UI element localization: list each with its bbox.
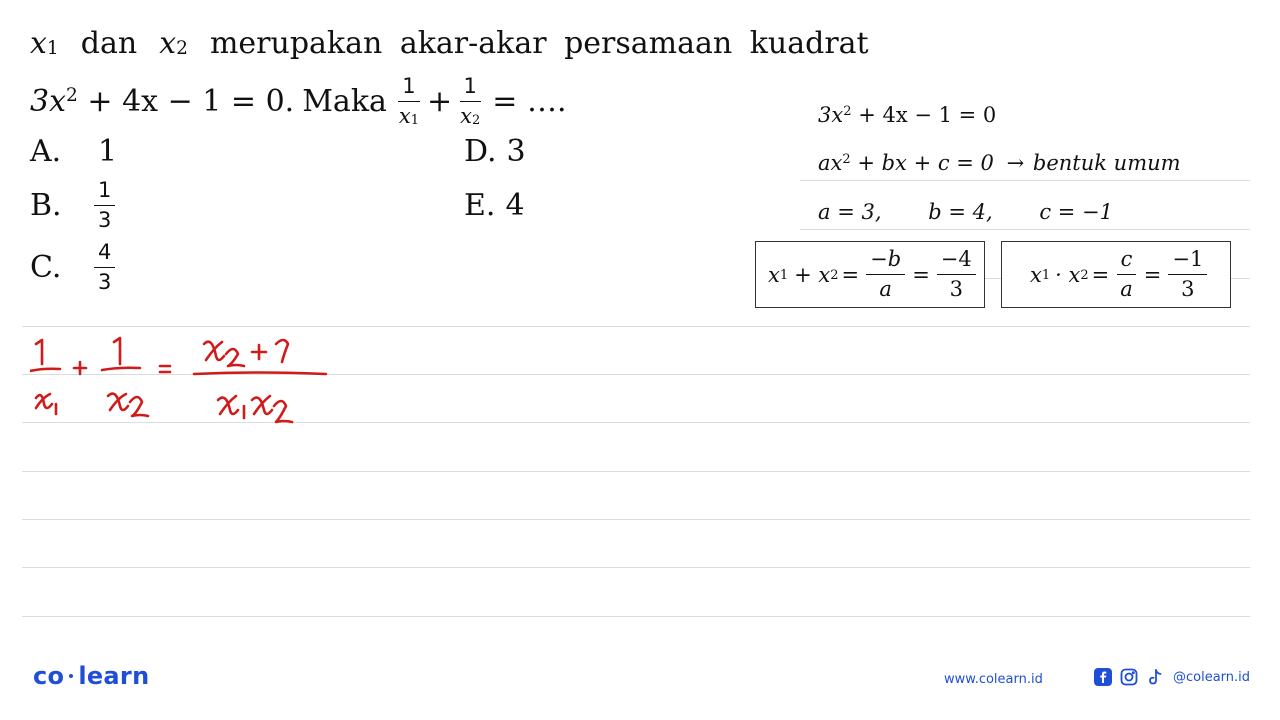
colearn-logo: co learn <box>33 662 150 690</box>
ruled-line <box>22 616 1250 617</box>
facebook-icon[interactable] <box>1093 667 1113 687</box>
question-word-dan: dan <box>80 26 138 61</box>
option-e[interactable]: E. 4 <box>464 188 525 223</box>
question-text: merupakan akar-akar persamaan kuadrat <box>209 26 869 61</box>
solution-general-form: $ax^2$ + bx + c = 0 → bentuk umum <box>818 151 1181 175</box>
fraction-one-over-x2: $\frac{1}{x_2}$ <box>460 74 481 129</box>
instagram-icon[interactable] <box>1119 667 1139 687</box>
ruled-line <box>22 471 1250 472</box>
handwritten-working <box>30 330 330 430</box>
question-line-1 <box>30 26 869 61</box>
option-a[interactable]: A. 1 <box>30 134 118 169</box>
ruled-line <box>800 180 1250 181</box>
solution-coefficients: a = 3, b = 4, c = −1 <box>818 200 1113 224</box>
variable-x2: $x_2$ <box>159 26 188 61</box>
option-c[interactable]: C. $\frac{4}{3}$ <box>30 242 119 293</box>
tiktok-icon[interactable] <box>1145 667 1165 687</box>
product-of-roots-box: x $_1$ · x $_2$ = $\frac{c}{a}$ = $\frac{-1}{3}$ <box>1001 241 1231 308</box>
sum-of-roots-box: x $_1$ + x $_2$ = $\frac{-b}{a}$ = $\frac{-4}{3}$ <box>755 241 985 308</box>
equation: $3x^2 + 4x - 1 = 0$. <box>30 84 295 119</box>
social-links <box>1093 667 1250 687</box>
ruled-line <box>22 326 1250 327</box>
plus-sign: + <box>427 84 453 119</box>
website-link[interactable]: www.colearn.id <box>944 672 1043 687</box>
solution-equation: $3x^2 + 4x - 1 = 0$ <box>818 103 997 127</box>
social-handle[interactable]: @colearn.id <box>1173 669 1251 685</box>
ruled-line <box>22 519 1250 520</box>
question-line-2 <box>30 76 567 127</box>
equals-ellipsis: = …. <box>492 84 567 119</box>
arrow-right-icon: → <box>1006 151 1025 175</box>
ruled-line <box>800 229 1250 230</box>
question-word-maka: Maka <box>302 84 387 119</box>
ruled-line <box>22 567 1250 568</box>
option-d[interactable]: D. 3 <box>464 134 526 169</box>
option-b[interactable]: B. $\frac{1}{3}$ <box>30 180 119 231</box>
fraction-one-over-x1: $\frac{1}{x_1}$ <box>398 74 420 129</box>
variable-x1: $x_1$ <box>30 26 59 61</box>
